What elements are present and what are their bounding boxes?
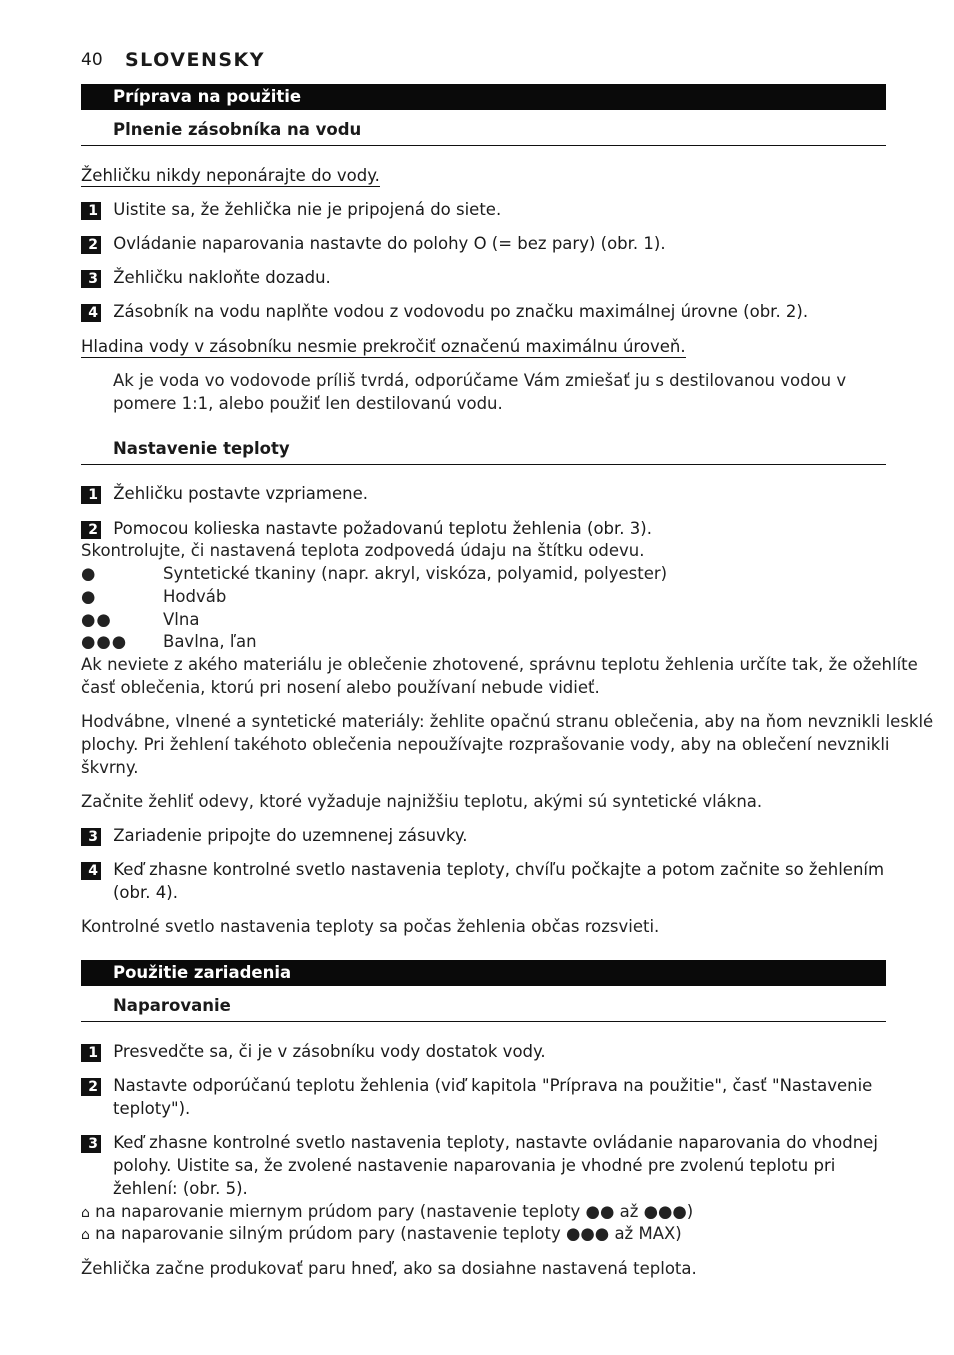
section-bar-usage [81, 960, 886, 986]
step-text: Ovládanie naparovania nastavte do polohy O (= bez pary) (obr. 1). [113, 234, 666, 253]
warning-text: Žehličku nikdy neponárajte do vody. [81, 166, 380, 185]
step-text: Zásobník na vodu naplňte vodou z vodovodu po značku maximálnej úrovne (obr. 2). [113, 302, 809, 321]
step-text: Zariadenie pripojte do uzemnenej zásuvky. [113, 826, 468, 845]
step-row [81, 232, 666, 255]
temp-dots: ● [81, 564, 97, 583]
bullet-text: Bavlna, ľan [163, 632, 257, 651]
step-number: 2 [81, 521, 101, 539]
step-number: 2 [81, 236, 101, 254]
step-text: Pomocou kolieska nastavte požadovanú teplotu žehlenia (obr. 3). [113, 519, 652, 538]
language-title: SLOVENSKY [125, 49, 266, 71]
step-text: Nastavte odporúčanú teplotu žehlenia (viď kapitola "Príprava na použitie", časť "Nastavenie [113, 1076, 873, 1095]
subheading-filling [81, 118, 886, 146]
bullet-text: Vlna [163, 610, 200, 629]
note-line: Ak je voda vo vodovode príliš tvrdá, odporúčame Vám zmiešať ju s destilovanou vodou v [113, 371, 847, 390]
step-number: 4 [81, 862, 101, 880]
temp-dots: ●● [81, 610, 112, 629]
step-row [81, 517, 652, 540]
warning-text: Hladina vody v zásobníku nesmie prekročiť označenú maximálnu úroveň. [81, 337, 686, 356]
step-number: 2 [81, 1078, 101, 1096]
step-row [81, 266, 331, 289]
step-text-cont: teploty"). [113, 1099, 191, 1118]
warning-line [81, 335, 686, 358]
section-bar-preparation [81, 84, 886, 110]
step-number: 1 [81, 202, 101, 220]
step-number: 4 [81, 304, 101, 322]
step-text-cont: žehlení: (obr. 5). [113, 1179, 248, 1198]
step-text: Uistite sa, že žehlička nie je pripojená do siete. [113, 200, 502, 219]
steam-text: na naparovanie miernym prúdom pary (nastavenie teploty ●● až ●●●) [95, 1202, 694, 1221]
step-row [81, 1074, 872, 1097]
paragraph-line: Žehlička začne produkovať paru hneď, ako sa dosiahne nastavená teplota. [81, 1259, 697, 1278]
steam-text: na naparovanie silným prúdom pary (nastavenie teploty ●●● až MAX) [95, 1224, 682, 1243]
step-number: 3 [81, 1135, 101, 1153]
steam-high-icon: ⌂ [81, 1227, 90, 1243]
page-number: 40 [81, 50, 103, 70]
step-row [81, 300, 808, 323]
paragraph-line: Začnite žehliť odevy, ktoré vyžaduje najnižšiu teplotu, akými sú syntetické vlákna. [81, 792, 763, 811]
paragraph-line: plochy. Pri žehlení takéhoto oblečenia nepoužívajte rozprašovanie vody, aby na oblečení nevznikli [81, 735, 890, 754]
subheading-label: Nastavenie teploty [113, 439, 290, 458]
step-text: Presvedčte sa, či je v zásobníku vody dostatok vody. [113, 1042, 546, 1061]
step-text-cont: (obr. 4). [113, 883, 178, 902]
subheading-steaming [81, 994, 886, 1022]
section-title: Príprava na použitie [113, 87, 302, 106]
paragraph-line: Ak neviete z akého materiálu je oblečenie zhotovené, správnu teplotu žehlenia určíte tak, že ožehlíte [81, 655, 918, 674]
warning-line [81, 164, 380, 187]
temp-dots: ●●● [81, 632, 128, 651]
step-row [81, 1040, 546, 1063]
paragraph-line: Hodvábne, vlnené a syntetické materiály: žehlite opačnú stranu oblečenia, aby na ňom nevznikli lesklé [81, 712, 934, 731]
step-number: 1 [81, 486, 101, 504]
step-text: Keď zhasne kontrolné svetlo nastavenia teploty, nastavte ovládanie naparovania do vhodnej [113, 1133, 878, 1152]
step-text: Keď zhasne kontrolné svetlo nastavenia teploty, chvíľu počkajte a potom začnite so žehlením [113, 860, 885, 879]
step-row [81, 824, 467, 847]
step-text-cont: polohy. Uistite sa, že zvolené nastavenie naparovania je vhodné pre zvolenú teplotu pri [113, 1156, 836, 1175]
step-row [81, 198, 501, 221]
step-number: 3 [81, 270, 101, 288]
steam-line [81, 1222, 682, 1247]
temp-dots: ● [81, 587, 97, 606]
subheading-label: Plnenie zásobníka na vodu [113, 120, 362, 139]
step-text: Žehličku nakloňte dozadu. [113, 268, 331, 287]
subheading-label: Naparovanie [113, 996, 231, 1015]
bullet-text: Hodváb [163, 587, 227, 606]
bullet-text: Syntetické tkaniny (napr. akryl, viskóza, polyamid, polyester) [163, 564, 668, 583]
check-text: Skontrolujte, či nastavená teplota zodpovedá údaju na štítku odevu. [81, 541, 645, 560]
step-number: 3 [81, 828, 101, 846]
section-title: Použitie zariadenia [113, 963, 292, 982]
paragraph-line: časť oblečenia, ktorú pri nosení alebo používaní nebude vidieť. [81, 678, 600, 697]
paragraph-line: škvrny. [81, 758, 139, 777]
step-row [81, 858, 884, 881]
step-number: 1 [81, 1044, 101, 1062]
subheading-temperature [81, 437, 886, 465]
note-line: pomere 1:1, alebo použiť len destilovanú vodu. [113, 394, 503, 413]
step-row [81, 482, 368, 505]
paragraph-line: Kontrolné svetlo nastavenia teploty sa počas žehlenia občas rozsvieti. [81, 917, 660, 936]
step-row [81, 1131, 878, 1154]
step-text: Žehličku postavte vzpriamene. [113, 484, 368, 503]
steam-low-icon: ⌂ [81, 1205, 90, 1221]
